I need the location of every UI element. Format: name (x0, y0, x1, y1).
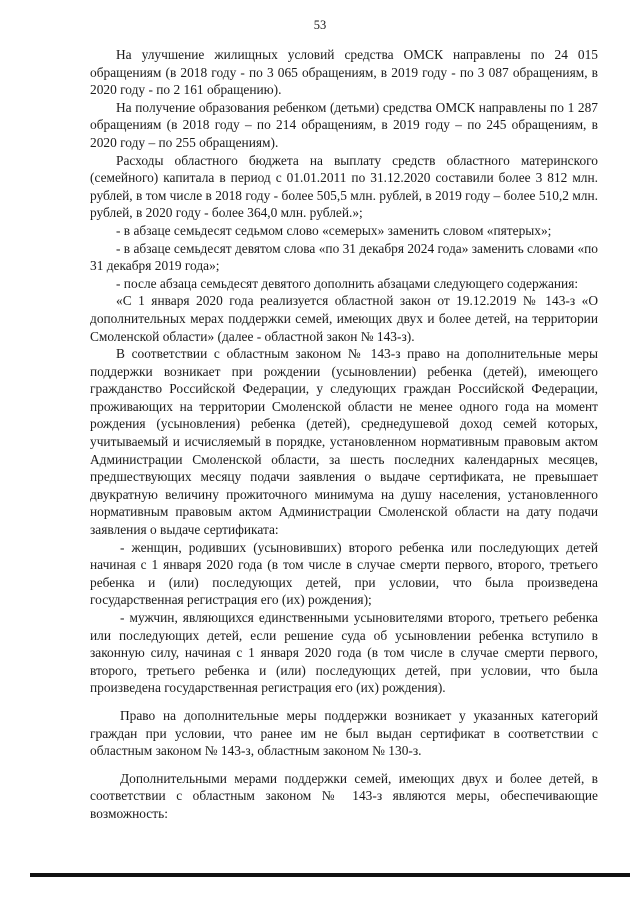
paragraph-eligibility: В соответствии с областным законом № 143-з право на дополнительные меры поддержки возникает при рождении (усыновлении) ребенка (детей), имеющего гражданство Российской Федерации, у следующих граждан Российской Федерации, проживающих на территории Смоленской области не менее одного года на момент рождения (усыновления) ребенка (детей), среднедушевой доход семей которых, учитываемый и исчисляемый в порядке, установленном нормативным правовым актом Администрации Смоленской области, за шесть последних календарных месяцев, предшествующих месяцу подачи заявления о выдаче сертификата, не превышает двукратную величину прожиточного минимума на душу населения, установленного нормативным правовым актом Администрации Смоленской области на дату подачи заявления о выдаче сертификата: (90, 346, 598, 538)
paragraph-after-79: - после абзаца семьдесят девятого дополнить абзацами следующего содержания: (116, 275, 579, 291)
paragraph-budget: Расходы областного бюджета на выплату средств областного материнского (семейного) капитала в период с 01.01.2011 по 31.12.2020 составили более 3 812 млн. рублей, в том числе в 2018 году - более 505,5 млн. рублей, в 2019 году – более 510,2 млн. рублей, в 2020 году - более 364,0 млн. рублей.»; (90, 152, 598, 221)
paragraph-right-condition: Право на дополнительные меры поддержки возникает у указанных категорий граждан при условии, что ранее им не был выдан сертификат в соответствии с областным законом № 143-з, областным законом № 130-з. (90, 707, 598, 759)
paragraph-amend-77: - в абзаце семьдесят седьмом слово «семерых» заменить словом «пятерых»; (116, 222, 552, 238)
paragraph-law-143: «С 1 января 2020 года реализуется областной закон от 19.12.2019 № 143-з «О дополнительных мерах поддержки семей, имеющих двух и более детей, на территории Смоленской области» (далее - областной закон № 143-з). (90, 293, 598, 344)
paragraph-education: На получение образования ребенком (детьми) средства ОМСК направлены по 1 287 обращениям (в 2018 году – по 214 обращениям, в 2019 году – по 245 обращениям, в 2020 году – по 255 обращениям). (90, 99, 598, 150)
list-item-men: - мужчин, являющихся единственными усыновителями второго, третьего ребенка или последующих детей, если решение суда об усыновлении ребенка вступило в законную силу, начиная с 1 января 2020 года (в том числе в случае смерти первого, второго, третьего ребенка и (или) последующих детей, при условии, что была произведена государственная регистрация его (их) рождения). (90, 610, 598, 696)
paragraph-housing: На улучшение жилищных условий средства ОМСК направлены по 24 015 обращениям (в 2018 году - по 3 065 обращениям, в 2019 году - по 3 087 обращениям, в 2020 году - по 2 161 обращению). (90, 47, 598, 98)
list-item-women: - женщин, родивших (усыновивших) второго ребенка или последующих детей начиная с 1 января 2020 года (в том числе в случае смерти первого, второго, третьего ребенка и (или) последующих детей, при условии, что была произведена государственная регистрация его (их) рождения); (90, 539, 598, 608)
paragraph-amend-79: - в абзаце семьдесят девятом слова «по 31 декабря 2024 года» заменить словами «по 31 декабря 2019 года»; (90, 240, 599, 274)
bottom-rule (30, 873, 630, 877)
page-number: 53 (313, 18, 327, 32)
paragraph-measures: Дополнительными мерами поддержки семей, имеющих двух и более детей, в соответствии с областным законом № 143-з являются меры, обеспечивающие возможность: (90, 770, 598, 821)
document-body (90, 46, 598, 823)
